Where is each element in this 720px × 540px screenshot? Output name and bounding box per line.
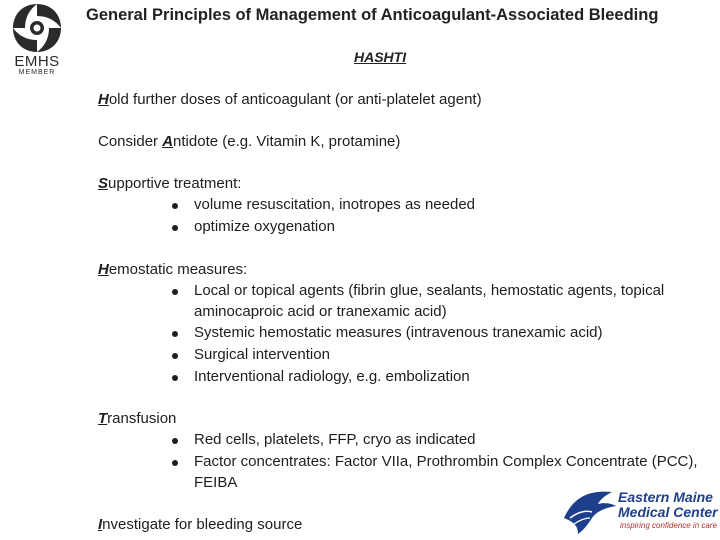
section-antidote bbox=[98, 133, 400, 150]
section-text: ntidote (e.g. Vitamin K, protamine) bbox=[173, 133, 401, 150]
emhs-word: EMHS bbox=[14, 53, 60, 70]
slide-title: General Principles of Management of Anticoagulant-Associated Bleeding bbox=[86, 6, 659, 24]
bullet-dot bbox=[172, 289, 178, 295]
section-key-letter: H bbox=[98, 261, 109, 278]
bullet-item: volume resuscitation, inotropes as needed bbox=[194, 196, 476, 213]
bullet-dot bbox=[172, 438, 178, 444]
bullet-dot bbox=[172, 225, 178, 231]
bullet-dot bbox=[172, 331, 178, 337]
emmc-name-line2: Medical Center bbox=[618, 504, 718, 520]
emmc-tagline: inspiring confidence in care bbox=[620, 521, 717, 530]
bullet-item: Local or topical agents (fibrin glue, sealants, hemostatic agents, topical bbox=[194, 282, 665, 299]
swirl-logo-icon bbox=[11, 2, 63, 54]
section-text: ransfusion bbox=[107, 410, 177, 427]
bullet-item: Factor concentrates: Factor VIIa, Prothrombin Complex Concentrate (PCC), bbox=[194, 453, 698, 470]
section-text: old further doses of anticoagulant (or anti-platelet agent) bbox=[108, 91, 482, 108]
bullet-dot bbox=[172, 203, 178, 209]
bullet-dot bbox=[172, 460, 178, 466]
bullet-item: Systemic hemostatic measures (intravenous tranexamic acid) bbox=[194, 324, 603, 341]
section-prefix: Consider bbox=[98, 133, 163, 150]
emmc-name-line1: Eastern Maine bbox=[618, 489, 713, 505]
bullet-item: optimize oxygenation bbox=[194, 218, 335, 235]
section-text: nvestigate for bleeding source bbox=[102, 516, 303, 533]
emhs-logo bbox=[4, 2, 70, 88]
section-investigate bbox=[98, 516, 302, 533]
bullet-item-continuation: aminocaproic acid or tranexamic acid) bbox=[194, 303, 447, 320]
section-text: emostatic measures: bbox=[108, 261, 248, 278]
section-hemostatic bbox=[98, 261, 247, 278]
bullet-dot bbox=[172, 375, 178, 381]
emhs-member-label: MEMBER bbox=[18, 69, 56, 76]
emmc-logo bbox=[560, 488, 720, 540]
bullet-dot bbox=[172, 353, 178, 359]
bullet-item: Surgical intervention bbox=[194, 346, 330, 363]
eagle-icon bbox=[560, 488, 618, 536]
section-key-letter: T bbox=[98, 410, 108, 427]
mnemonic-heading: HASHTI bbox=[354, 49, 407, 65]
section-hold bbox=[98, 91, 482, 108]
emmc-name bbox=[618, 490, 718, 520]
section-supportive bbox=[98, 175, 241, 192]
section-key-letter: S bbox=[98, 175, 109, 192]
bullet-item-continuation: FEIBA bbox=[194, 474, 238, 491]
section-key-letter: H bbox=[98, 91, 109, 108]
section-key-letter: A bbox=[162, 133, 174, 150]
bullet-item: Red cells, platelets, FFP, cryo as indicated bbox=[194, 431, 476, 448]
section-text: upportive treatment: bbox=[108, 175, 242, 192]
section-key-letter: I bbox=[98, 516, 103, 533]
bullet-item: Interventional radiology, e.g. embolization bbox=[194, 368, 470, 385]
section-transfusion bbox=[98, 410, 176, 427]
